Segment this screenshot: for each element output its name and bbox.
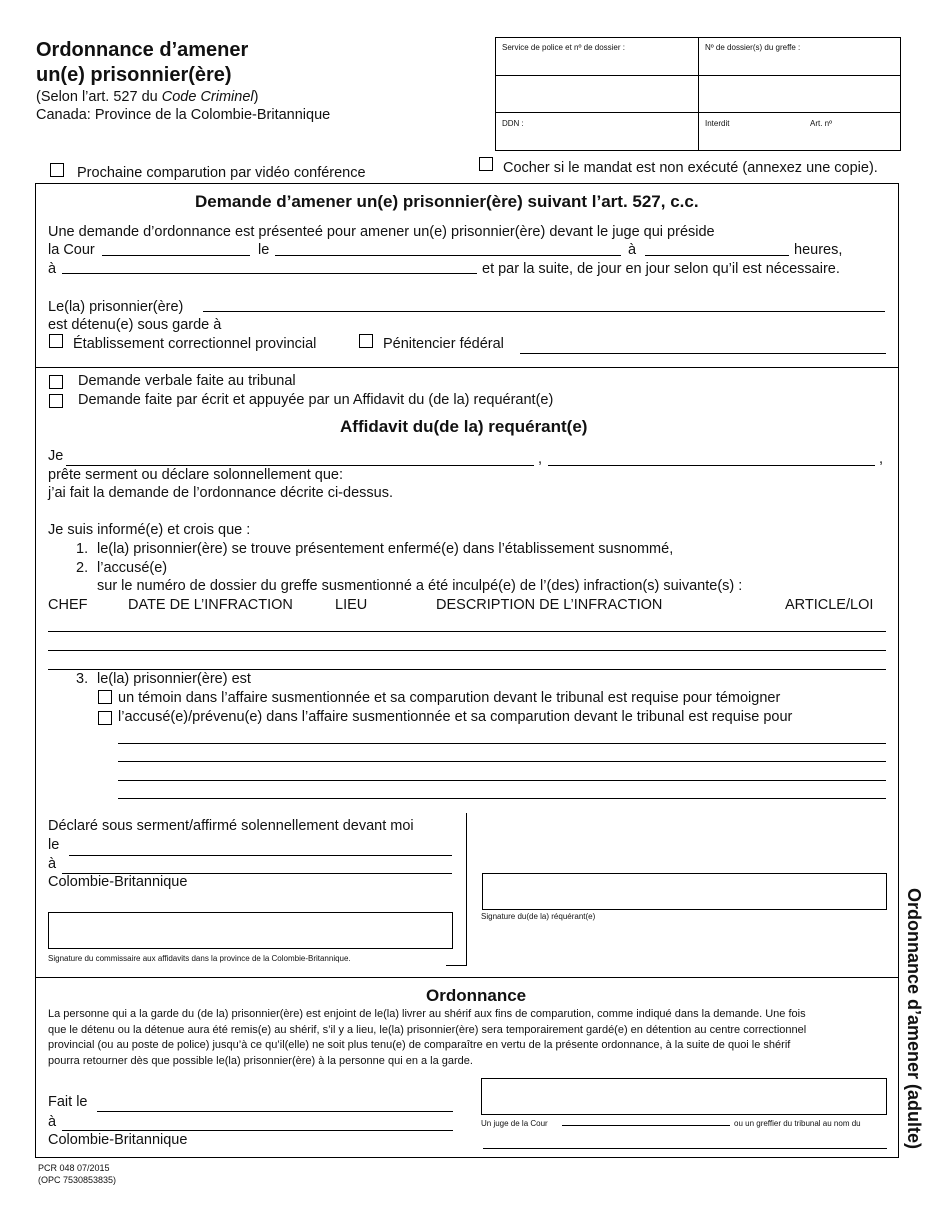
form-id: PCR 048 07/2015 <box>38 1163 110 1173</box>
federal-label: Pénitencier fédéral <box>383 336 504 352</box>
witness-checkbox[interactable] <box>98 690 112 704</box>
verbal-request-label: Demande verbale faite au tribunal <box>78 373 296 389</box>
form-title-line2: un(e) prisonnier(ère) <box>36 64 232 86</box>
written-request-label: Demande faite par écrit et appuyée par un Affidavit du (de la) requérant(e) <box>78 392 554 408</box>
form-title-line1: Ordonnance d’amener <box>36 39 249 61</box>
sworn-text: prête serment ou déclare solonnellement que: <box>48 467 344 483</box>
verbal-request-checkbox[interactable] <box>49 375 63 389</box>
judge-signature-box[interactable] <box>481 1078 887 1115</box>
location-label: à <box>48 261 57 277</box>
declared-text: Déclaré sous serment/affirmé solennellement devant moi <box>48 818 414 834</box>
column-chef: CHEF <box>48 597 88 613</box>
applicant-title-field[interactable] <box>548 465 875 466</box>
purpose-line-4[interactable] <box>118 798 886 799</box>
application-intro: Une demande d’ordonnance est présenteé pour amener un(e) prisonnier(ère) devant le juge qui préside <box>48 224 715 240</box>
application-heading: Demande d’amener un(e) prisonnier(ère) suivant l’art. 527, c.c. <box>195 192 699 211</box>
commissioner-signature-label: Signature du commissaire aux affidavits dans la province de la Colombie-Britannique. <box>48 954 351 963</box>
purpose-line-3[interactable] <box>118 780 886 781</box>
institution-field[interactable] <box>520 353 886 354</box>
court-field[interactable] <box>102 255 250 256</box>
provincial-checkbox[interactable] <box>49 334 63 348</box>
provincial-label: Établissement correctionnel provincial <box>73 336 317 352</box>
jurisdiction: Canada: Province de la Colombie-Britannique <box>36 107 331 123</box>
judge-label: Un juge de la Cour <box>481 1119 548 1128</box>
date-label: le <box>258 242 270 258</box>
prisoner-label: Le(la) prisonnier(ère) <box>48 299 184 315</box>
made-request-text: j’ai fait la demande de l’ordonnance décrite ci-dessus. <box>48 485 393 501</box>
prisoner-name-field[interactable] <box>203 311 885 312</box>
interdit-label: Interdit <box>705 119 730 128</box>
federal-checkbox[interactable] <box>359 334 373 348</box>
side-title-column <box>903 888 925 1160</box>
accused-checkbox[interactable] <box>98 711 112 725</box>
form-subtitle: (Selon l’art. 527 du Code Criminel) <box>36 89 259 105</box>
written-request-checkbox[interactable] <box>49 394 63 408</box>
side-title: Ordonnance d’amener (adulte) <box>904 888 924 1150</box>
registrar-label: ou un greffier du tribunal au nom du <box>734 1119 861 1128</box>
purpose-line-1[interactable] <box>118 743 886 744</box>
order-a-label: à <box>48 1114 57 1130</box>
registrar-name-field[interactable] <box>483 1148 887 1149</box>
item2-number: 2. <box>76 560 89 576</box>
witness-label: un témoin dans l’affaire susmentionnée et sa comparution devant le tribunal est requise pour témoigner <box>118 690 781 706</box>
order-province: Colombie-Britannique <box>48 1132 188 1148</box>
item2-text: l’accusé(e) <box>97 560 168 576</box>
comma-1: , <box>538 451 543 467</box>
hours-field[interactable] <box>645 255 789 256</box>
applicant-signature-box[interactable] <box>482 873 887 910</box>
column-article: ARTICLE/LOI <box>785 597 874 613</box>
court-label: la Cour <box>48 242 95 258</box>
jurat-le-label: le <box>48 837 60 853</box>
unexecuted-label: Cocher si le mandat est non exécuté (annexez une copie). <box>503 160 878 176</box>
video-conference-checkbox[interactable] <box>50 163 64 177</box>
affidavit-heading: Affidavit du(de la) requérant(e) <box>340 417 588 436</box>
order-paragraph: La personne qui a la garde du (de la) prisonnier(ère) est enjoint de le(la) livrer au shérif aux fins de comparution, comme indiqué dans la demande. Une fois que le détenu ou la détenue aura été remis(e) au shérif, s’il y a lieu, le(la) prisonnier(ère) sera temporairement gardé(e) en détention au centre correctionnel provincial (ou au poste de police) jusqu’à ce qu’il(elle) ne soit plus tenu(e) de comparaître en vertu de la présente ordonnance, à la suite de quoi le shérif pourra retourner dès que possible le(la) prisonnier(ère) à la personne qui en a la garde. <box>48 1008 807 1067</box>
column-description: DESCRIPTION DE L’INFRACTION <box>436 597 663 613</box>
item1-text: le(la) prisonnier(ère) se trouve présentement enfermé(e) dans l’établissement susnommé, <box>97 541 674 557</box>
date-field[interactable] <box>275 255 621 256</box>
video-conference-label: Prochaine comparution par vidéo conférence <box>77 165 366 181</box>
purpose-line-2[interactable] <box>118 761 886 762</box>
detained-label: est détenu(e) sous garde à <box>48 317 222 333</box>
ddn-label: DDN : <box>502 119 524 128</box>
location-field[interactable] <box>62 273 477 274</box>
hours-label: heures, <box>794 242 843 258</box>
informed-text: Je suis informé(e) et crois que : <box>48 522 251 538</box>
article-label: Art. nº <box>810 119 833 128</box>
commissioner-signature-box[interactable] <box>48 912 453 949</box>
offence-line-1[interactable] <box>48 631 886 632</box>
item3-number: 3. <box>76 671 89 687</box>
jurat-a-label: à <box>48 856 57 872</box>
time-at-label: à <box>628 242 637 258</box>
applicant-signature-label: Signature du(de la) réquérant(e) <box>481 912 596 921</box>
police-file-label: Service de police et nº de dossier : <box>502 43 625 52</box>
item3-text: le(la) prisonnier(ère) est <box>97 671 251 687</box>
offence-line-2[interactable] <box>48 650 886 651</box>
item1-number: 1. <box>76 541 89 557</box>
order-heading: Ordonnance <box>426 986 527 1005</box>
item2-detail: sur le numéro de dossier du greffe susmentionné a été inculpé(e) de l’(des) infraction(s) suivante(s) : <box>97 578 743 594</box>
je-label: Je <box>48 448 64 464</box>
unexecuted-checkbox[interactable] <box>479 157 493 171</box>
registry-file-label: Nº de dossier(s) du greffe : <box>705 43 801 52</box>
jurat-date-field[interactable] <box>69 855 452 856</box>
column-date: DATE DE L’INFRACTION <box>128 597 293 613</box>
accused-label: l’accusé(e)/prévenu(e) dans l’affaire susmentionnée et sa comparution devant le tribunal est requise pour <box>118 709 793 725</box>
column-lieu: LIEU <box>335 597 368 613</box>
opc-number: (OPC 7530853835) <box>38 1175 117 1185</box>
order-date-label: Fait le <box>48 1094 88 1110</box>
thereafter-text: et par la suite, de jour en jour selon qu’il est nécessaire. <box>482 261 840 277</box>
order-date-field[interactable] <box>97 1111 453 1112</box>
comma-2: , <box>879 451 884 467</box>
jurat-province: Colombie-Britannique <box>48 874 188 890</box>
judge-court-field[interactable] <box>562 1125 730 1126</box>
